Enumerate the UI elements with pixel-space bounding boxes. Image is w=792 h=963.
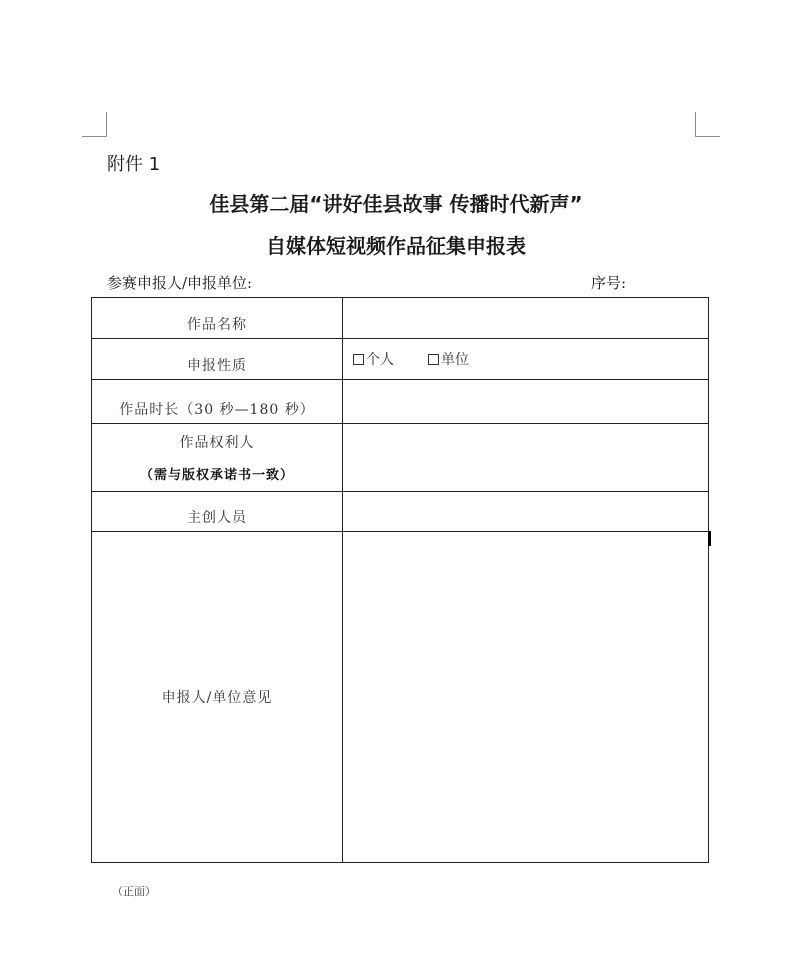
row-creators xyxy=(92,492,708,532)
application-form-table xyxy=(91,297,709,863)
work-name-field[interactable] xyxy=(343,298,708,338)
page-side-note: （正面） xyxy=(112,885,156,898)
option-individual-label: 个人 xyxy=(366,352,394,368)
rights-holder-label: 作品权利人 xyxy=(179,435,255,451)
rights-holder-field[interactable] xyxy=(343,424,708,491)
title-line-1: 佳县第二届“讲好佳县故事 传播时代新声” xyxy=(209,192,583,216)
attachment-label: 附件 1 xyxy=(107,154,161,175)
serial-label: 序号: xyxy=(591,274,627,292)
opinion-field[interactable] xyxy=(343,532,708,862)
option-unit[interactable] xyxy=(428,349,469,369)
option-unit-label: 单位 xyxy=(441,352,469,368)
row-opinion xyxy=(92,532,708,862)
text-cursor xyxy=(708,531,711,546)
row-duration xyxy=(92,380,708,424)
applicant-label: 参赛申报人/申报单位: xyxy=(107,274,253,292)
crop-mark-top-right xyxy=(695,112,720,137)
crop-mark-top-left xyxy=(82,112,107,137)
opinion-label: 申报人/单位意见 xyxy=(92,532,343,862)
creators-field[interactable] xyxy=(343,492,708,531)
work-name-label: 作品名称 xyxy=(92,298,343,338)
creators-label: 主创人员 xyxy=(92,492,343,531)
declare-type-label: 申报性质 xyxy=(92,339,343,379)
duration-field[interactable] xyxy=(343,380,708,423)
rights-holder-note: （需与版权承诺书一致） xyxy=(139,468,294,483)
row-work-name xyxy=(92,298,708,339)
rights-holder-label-cell xyxy=(92,424,343,491)
row-rights-holder xyxy=(92,424,708,492)
row-declare-type xyxy=(92,339,708,380)
duration-label: 作品时长（30 秒—180 秒） xyxy=(92,380,343,423)
title-line-2: 自媒体短视频作品征集申报表 xyxy=(266,234,526,258)
declare-type-options xyxy=(343,339,708,379)
checkbox-individual[interactable] xyxy=(353,354,364,365)
option-individual[interactable] xyxy=(353,349,394,369)
checkbox-unit[interactable] xyxy=(428,354,439,365)
